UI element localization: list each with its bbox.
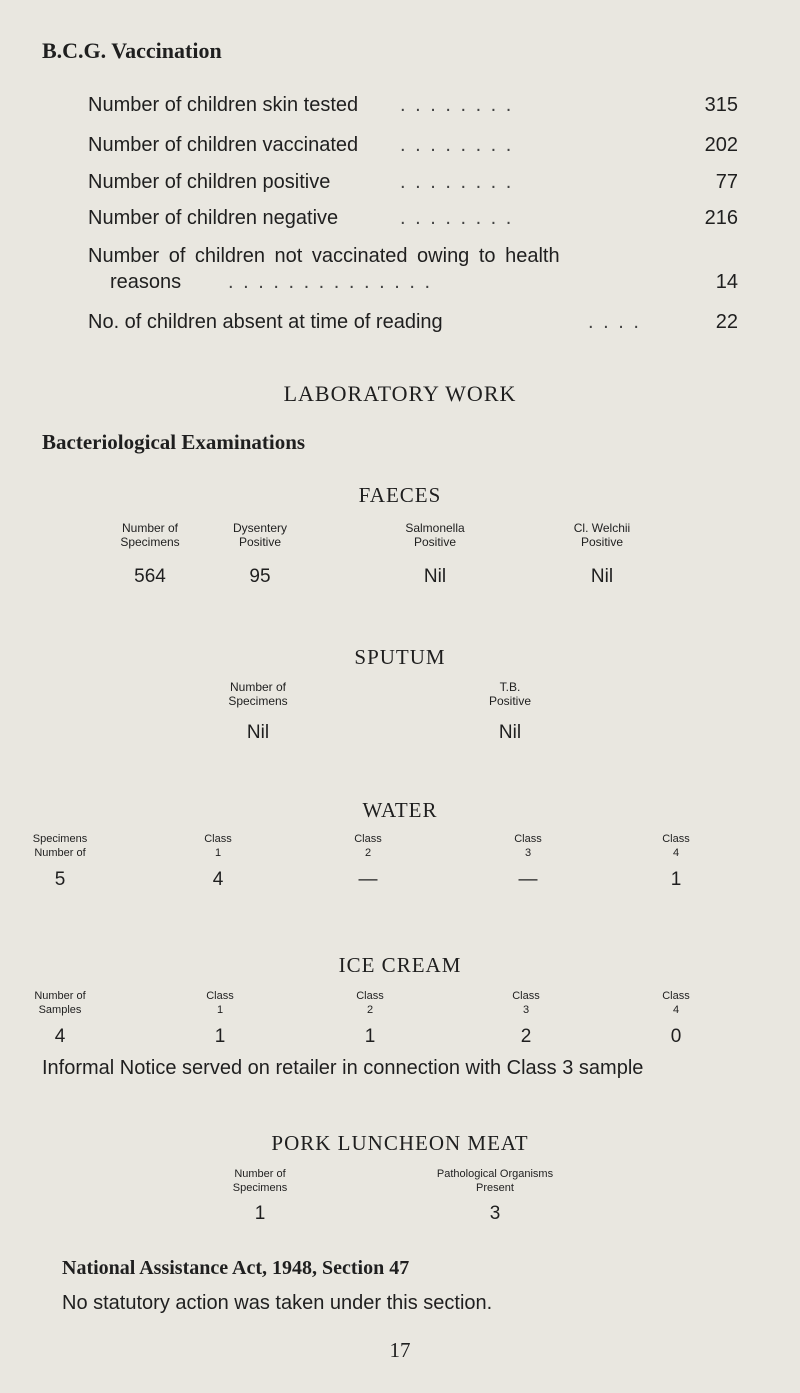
- pork-organisms-value: 3: [489, 1203, 501, 1224]
- faeces-welchii-value: Nil: [590, 566, 614, 587]
- bcg-title: B.C.G. Vaccination: [42, 38, 222, 63]
- bcg-not-vaccinated-line1: Number of children not vaccinated owing to health: [88, 245, 560, 267]
- header-line: 3: [522, 1004, 530, 1016]
- water-col-class1-header: [138, 832, 298, 860]
- sputum-col-specimens-header: [178, 680, 338, 708]
- header-line: 2: [364, 847, 372, 859]
- ice-cream-col-class4-header: [596, 989, 756, 1017]
- header-line: Specimens: [232, 1182, 288, 1194]
- row-value: 216: [704, 207, 738, 229]
- header-line: Specimens: [32, 833, 88, 845]
- header-line: Class: [512, 990, 540, 1002]
- ice-cream-col-class3-header: [446, 989, 606, 1017]
- row-label: reasons: [110, 271, 182, 293]
- header-line: Number of: [121, 521, 179, 535]
- ice-cream-note: Informal Notice served on retailer in connection with Class 3 sample: [42, 1057, 644, 1079]
- ice-cream-col-samples-header: [0, 989, 140, 1017]
- row-label: Number of children skin tested: [88, 94, 359, 116]
- ice-cream-col-class2-header: [290, 989, 450, 1017]
- faeces-dysentery-value: 95: [249, 566, 271, 587]
- faeces-salmonella-value: Nil: [423, 566, 447, 587]
- header-line: Present: [476, 1182, 514, 1194]
- header-line: 4: [672, 1004, 680, 1016]
- page-number: 17: [389, 1338, 411, 1362]
- row-value: 22: [715, 311, 738, 333]
- header-line: Class: [356, 990, 384, 1002]
- row-label: Number of children vaccinated: [88, 134, 359, 156]
- row-value: 77: [715, 171, 738, 193]
- header-line: Salmonella: [405, 521, 465, 535]
- bcg-row-vaccinated: [88, 134, 738, 164]
- laboratory-work-title: LABORATORY WORK: [283, 381, 517, 406]
- row-leader: . . . . . . . .: [400, 94, 514, 116]
- row-value: 14: [715, 271, 738, 293]
- header-line: Positive: [413, 535, 457, 549]
- row-leader: . . . . . . . . . . . . . .: [228, 271, 433, 293]
- header-line: Class: [354, 833, 382, 845]
- header-line: 3: [524, 847, 532, 859]
- sputum-specimens-value: Nil: [246, 722, 270, 743]
- faeces-col-salmonella-header: [355, 521, 515, 549]
- bcg-row-not-vaccinated: [88, 271, 738, 301]
- sputum-col-tb-header: [430, 680, 590, 708]
- header-line: Samples: [38, 1004, 82, 1016]
- row-label: Number of children positive: [88, 171, 331, 193]
- row-leader: . . . .: [588, 311, 641, 333]
- row-leader: . . . . . . . .: [400, 134, 514, 156]
- header-line: Class: [204, 833, 232, 845]
- header-line: Specimens: [228, 694, 288, 708]
- row-leader: . . . . . . . .: [400, 171, 514, 193]
- faeces-col-welchii-header: [522, 521, 682, 549]
- faeces-title: FAECES: [358, 483, 442, 507]
- row-value: 202: [704, 134, 738, 156]
- ice-cream-class2-value: 1: [364, 1026, 376, 1047]
- ice-cream-samples-value: 4: [54, 1026, 66, 1047]
- header-line: Positive: [238, 535, 282, 549]
- bcg-row-absent: [88, 311, 738, 341]
- header-line: 2: [366, 1004, 374, 1016]
- header-line: Number of: [234, 1168, 286, 1180]
- water-specimens-value: 5: [54, 869, 66, 890]
- header-line: Dysentery: [232, 521, 288, 535]
- row-label: Number of children negative: [88, 207, 339, 229]
- water-class1-value: 4: [212, 869, 224, 890]
- bcg-row-positive: [88, 171, 738, 201]
- faeces-specimens-value: 564: [134, 566, 166, 587]
- water-title: WATER: [362, 798, 438, 822]
- water-col-class2-header: [288, 832, 448, 860]
- header-line: Class: [662, 990, 690, 1002]
- header-line: Cl. Welchii: [573, 521, 631, 535]
- pork-col-specimens-header: [180, 1167, 340, 1195]
- row-leader: . . . . . . . .: [400, 207, 514, 229]
- row-value: 315: [704, 94, 738, 116]
- sputum-tb-value: Nil: [498, 722, 522, 743]
- water-col-class4-header: [596, 832, 756, 860]
- national-assistance-act-title: National Assistance Act, 1948, Section 47: [62, 1257, 410, 1279]
- ice-cream-class1-value: 1: [214, 1026, 226, 1047]
- header-line: Pathological Organisms: [436, 1168, 554, 1180]
- pork-luncheon-meat-title: PORK LUNCHEON MEAT: [271, 1131, 529, 1155]
- header-line: 1: [214, 847, 222, 859]
- sputum-title: SPUTUM: [354, 645, 446, 669]
- pork-specimens-value: 1: [254, 1203, 266, 1224]
- header-line: 1: [216, 1004, 224, 1016]
- header-line: Number of: [229, 680, 287, 694]
- water-class3-value: —: [518, 869, 538, 890]
- water-col-class3-header: [448, 832, 608, 860]
- header-line: T.B.: [499, 680, 521, 694]
- row-label: No. of children absent at time of reading: [88, 311, 443, 333]
- header-line: Number of: [34, 990, 86, 1002]
- header-line: Class: [662, 833, 690, 845]
- water-class2-value: —: [358, 869, 378, 890]
- water-col-specimens-header: [0, 832, 140, 860]
- water-class4-value: 1: [670, 869, 682, 890]
- national-assistance-act-text: No statutory action was taken under this section.: [62, 1292, 493, 1314]
- header-line: Class: [514, 833, 542, 845]
- header-line: Positive: [488, 694, 532, 708]
- bcg-row-skin-tested: [88, 94, 738, 124]
- header-line: Class: [206, 990, 234, 1002]
- ice-cream-col-class1-header: [140, 989, 300, 1017]
- header-line: Number of: [34, 847, 86, 859]
- ice-cream-title: ICE CREAM: [338, 953, 462, 977]
- bacteriological-examinations-title: Bacteriological Examinations: [42, 430, 306, 454]
- header-line: Positive: [580, 535, 624, 549]
- ice-cream-class4-value: 0: [670, 1026, 682, 1047]
- bcg-row-negative: [88, 207, 738, 237]
- header-line: Specimens: [120, 535, 180, 549]
- header-line: 4: [672, 847, 680, 859]
- faeces-col-dysentery-header: [180, 521, 340, 549]
- pork-col-organisms-header: [390, 1167, 600, 1195]
- ice-cream-class3-value: 2: [520, 1026, 532, 1047]
